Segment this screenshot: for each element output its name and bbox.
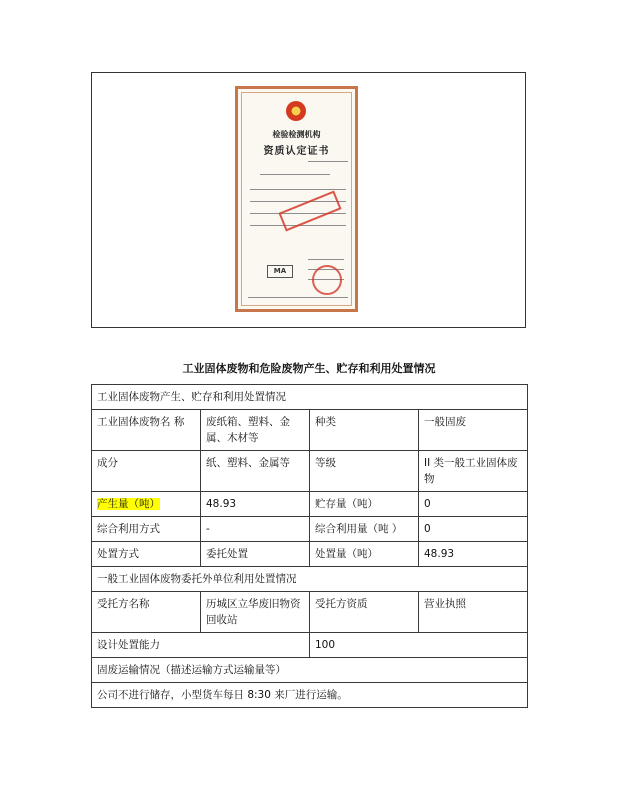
label-cell: 等级 <box>310 451 419 492</box>
certificate-image <box>235 86 358 312</box>
certificate-text-line <box>250 189 346 190</box>
certificate-footer-line <box>248 297 348 298</box>
table-subheader-cell: 一般工业固体废物委托外单位利用处置情况 <box>92 567 528 592</box>
table-row <box>92 410 528 451</box>
label-cell: 处置方式 <box>92 542 201 567</box>
transport-description-cell: 公司不进行储存，小型货车每日 8:30 来厂进行运输。 <box>92 683 528 708</box>
table-row <box>92 658 528 683</box>
certificate-text-line <box>308 161 348 162</box>
label-cell <box>92 492 201 517</box>
section-title: 工业固体废物和危险废物产生、贮存和利用处置情况 <box>182 362 436 375</box>
highlighted-label: 产生量（吨） <box>97 498 160 510</box>
value-cell: 0 <box>419 517 528 542</box>
label-cell: 受托方资质 <box>310 592 419 633</box>
label-cell: 综合利用量（吨 ） <box>310 517 419 542</box>
value-cell: 一般固废 <box>419 410 528 451</box>
label-cell: 设计处置能力 <box>92 633 310 658</box>
table-row <box>92 517 528 542</box>
label-cell: 种类 <box>310 410 419 451</box>
value-cell: 48.93 <box>201 492 310 517</box>
official-seal-icon <box>312 265 342 295</box>
label-cell: 成分 <box>92 451 201 492</box>
value-cell: 100 <box>310 633 528 658</box>
value-cell: 委托处置 <box>201 542 310 567</box>
table-row <box>92 592 528 633</box>
table-row <box>92 385 528 410</box>
certificate-title-line1: 检验检测机构 <box>272 129 321 139</box>
table-row <box>92 492 528 517</box>
label-cell: 贮存量（吨） <box>310 492 419 517</box>
table-row <box>92 633 528 658</box>
value-cell: 废纸箱、塑料、金属、木材等 <box>201 410 310 451</box>
table-header-cell: 工业固体废物产生、贮存和利用处置情况 <box>92 385 528 410</box>
value-cell: 0 <box>419 492 528 517</box>
waste-disposal-table <box>91 384 528 708</box>
label-cell: 综合利用方式 <box>92 517 201 542</box>
label-cell: 受托方名称 <box>92 592 201 633</box>
table-subheader-cell: 固废运输情况（描述运输方式运输量等） <box>92 658 528 683</box>
certificate-text-line <box>308 259 344 260</box>
label-cell: 工业固体废物名 称 <box>92 410 201 451</box>
table-row <box>92 542 528 567</box>
national-emblem-icon <box>286 101 306 121</box>
table-row <box>92 567 528 592</box>
certificate-text-line <box>260 174 330 175</box>
value-cell: 历城区立华废旧物资回收站 <box>201 592 310 633</box>
certificate-title-line2: 资质认定证书 <box>263 146 330 157</box>
value-cell: 营业执照 <box>419 592 528 633</box>
value-cell: - <box>201 517 310 542</box>
table-row <box>92 683 528 708</box>
certificate-image-frame <box>91 72 526 328</box>
label-cell: 处置量（吨） <box>310 542 419 567</box>
value-cell: 48.93 <box>419 542 528 567</box>
ma-logo-icon: MA <box>267 265 293 278</box>
table-row <box>92 451 528 492</box>
value-cell: 纸、塑料、金属等 <box>201 451 310 492</box>
value-cell: II 类一般工业固体废物 <box>419 451 528 492</box>
